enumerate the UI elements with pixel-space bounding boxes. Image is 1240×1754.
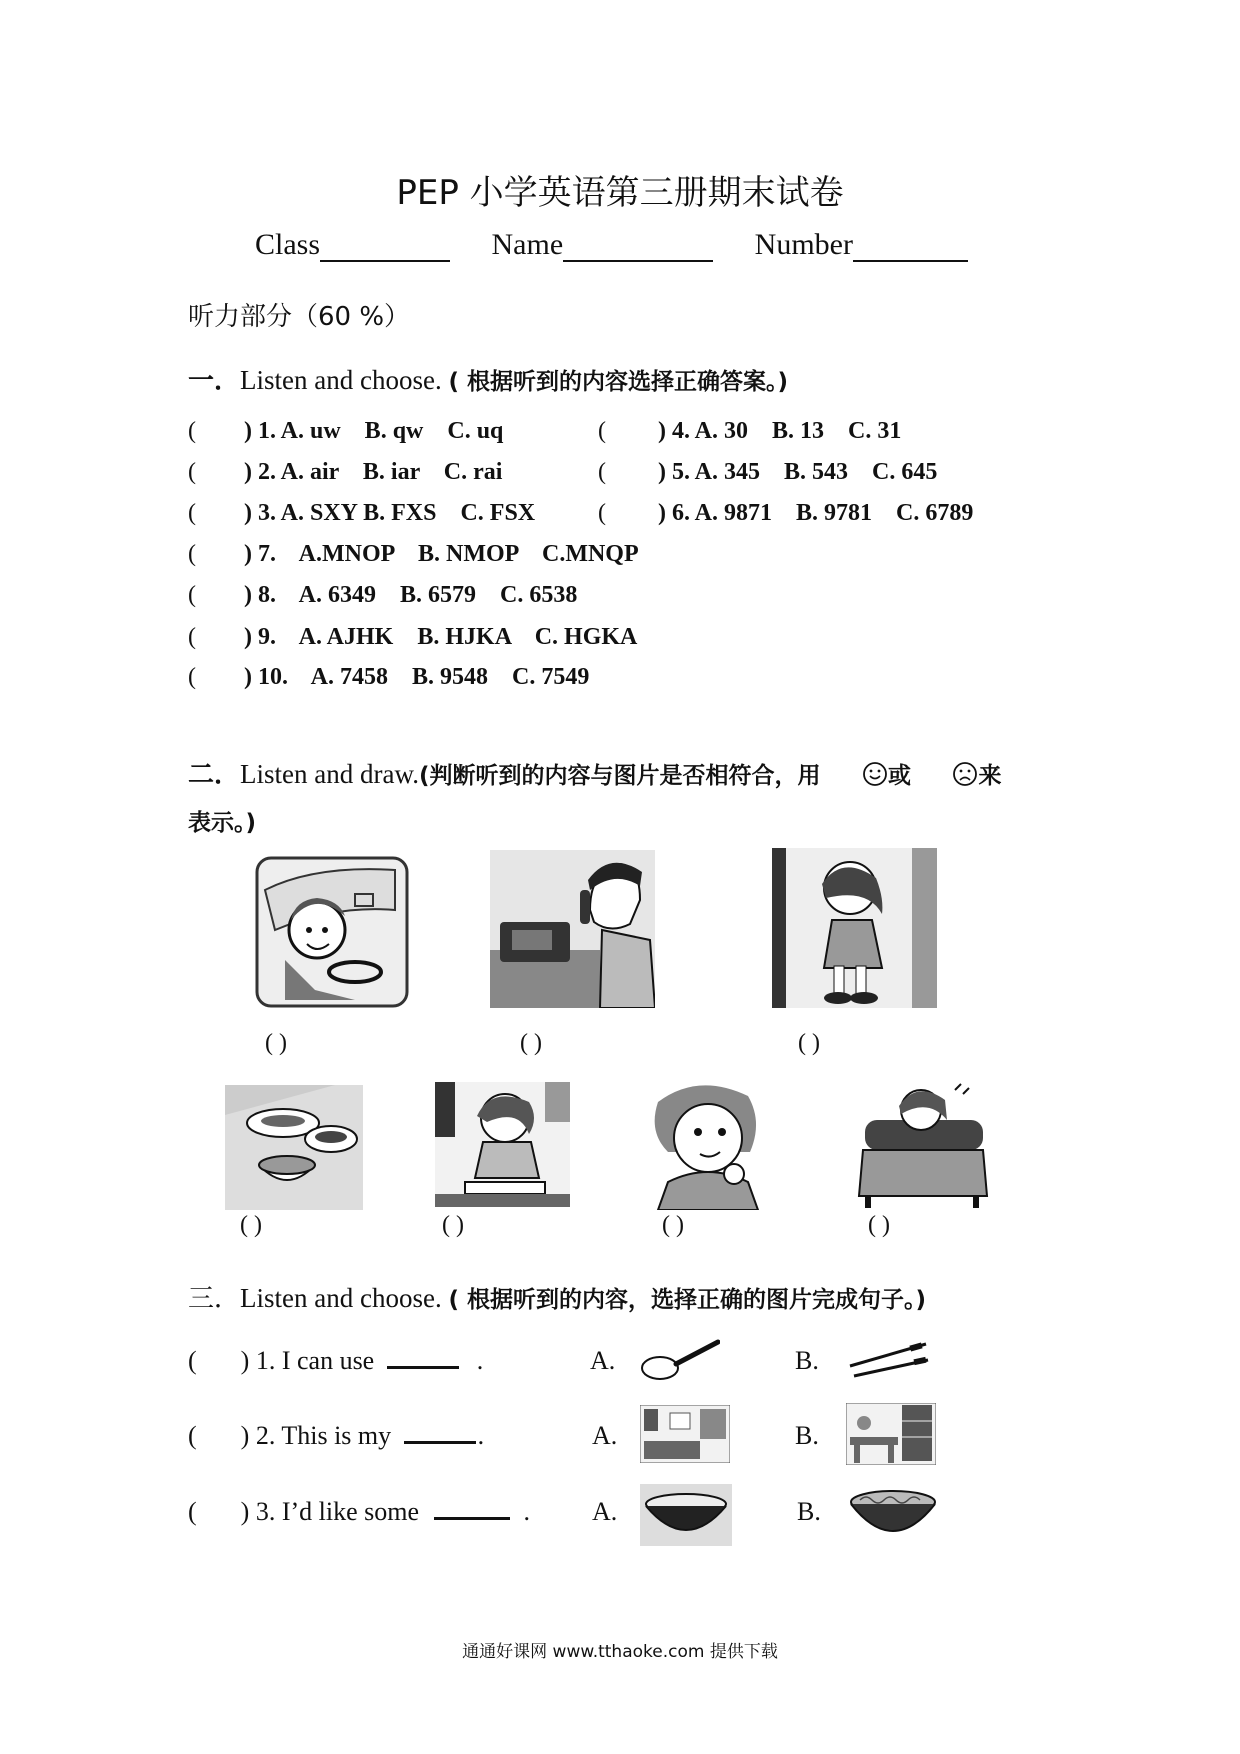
item-end: . bbox=[477, 1421, 485, 1450]
girl-in-bed-picture-icon bbox=[855, 1080, 990, 1210]
answer-blank[interactable] bbox=[387, 1366, 459, 1369]
item-text: ) 3. I’d like some bbox=[240, 1497, 420, 1526]
question-left: ) 8. A. 6349 B. 6579 C. 6538 bbox=[244, 582, 578, 608]
car-driver-picture-icon bbox=[255, 850, 410, 1010]
part3-title-en: Listen and choose. bbox=[240, 1283, 442, 1313]
option-a-label: A. bbox=[592, 1421, 618, 1450]
listening-header: 听力部分（60 %） bbox=[188, 302, 411, 332]
part1-title-cn: ( 根据听到的内容选择正确答案。) bbox=[448, 369, 788, 395]
thinking-girl-picture-icon bbox=[638, 1082, 773, 1210]
page-title: PEP 小学英语第三册期末试卷 bbox=[396, 173, 844, 213]
answer-paren-open[interactable]: ( bbox=[188, 1421, 197, 1450]
part3-title-cn: ( 根据听到的内容，选择正确的图片完成句子。) bbox=[448, 1287, 926, 1313]
part3-item-3 bbox=[188, 1497, 530, 1527]
question-left: ) 7. A.MNOP B. NMOP C.MNQP bbox=[244, 541, 639, 567]
rice-bowl-icon bbox=[640, 1484, 732, 1546]
option-b-label: B. bbox=[795, 1421, 819, 1450]
smiley-face-icon bbox=[862, 761, 888, 787]
class-blank[interactable] bbox=[320, 230, 450, 262]
noodle-bowl-icon bbox=[848, 1488, 938, 1544]
name-blank[interactable] bbox=[563, 230, 713, 262]
student-info-line bbox=[255, 228, 1002, 262]
part1-header bbox=[188, 360, 788, 397]
part1-number: 一． bbox=[188, 366, 241, 396]
option-a-label: A. bbox=[590, 1346, 616, 1375]
spoon-icon bbox=[640, 1338, 720, 1386]
question-left: ) 3. A. SXY B. FXS C. FSX bbox=[244, 500, 536, 526]
answer-paren-open[interactable]: ( bbox=[188, 500, 196, 526]
option-b-label: B. bbox=[795, 1346, 819, 1375]
part2-title-en: Listen and draw. bbox=[240, 759, 419, 789]
part2-title-cn-b: 或 bbox=[887, 763, 911, 789]
class-label: Class bbox=[255, 228, 321, 261]
answer-paren-open[interactable]: ( bbox=[598, 459, 606, 485]
question-left: ) 2. A. air B. iar C. rai bbox=[244, 459, 503, 485]
item-end: . bbox=[523, 1497, 531, 1526]
part3-number: 三． bbox=[188, 1284, 241, 1314]
part2-title-cn-a: (判断听到的内容与图片是否相符合，用 bbox=[418, 763, 821, 789]
answer-paren-4[interactable]: ( ) bbox=[240, 1212, 262, 1238]
sad-face-icon bbox=[952, 761, 978, 787]
part1-title-en: Listen and choose. bbox=[240, 365, 442, 395]
chopsticks-icon bbox=[848, 1340, 930, 1380]
answer-paren-7[interactable]: ( ) bbox=[868, 1212, 890, 1238]
answer-paren-open[interactable]: ( bbox=[188, 582, 196, 608]
answer-paren-open[interactable]: ( bbox=[188, 624, 196, 650]
question-right: ) 5. A. 345 B. 543 C. 645 bbox=[658, 459, 938, 485]
answer-paren-2[interactable]: ( ) bbox=[520, 1030, 542, 1056]
answer-paren-open[interactable]: ( bbox=[188, 1497, 197, 1526]
option-b-label: B. bbox=[797, 1497, 821, 1526]
bedroom-icon bbox=[640, 1405, 730, 1463]
answer-paren-5[interactable]: ( ) bbox=[442, 1212, 464, 1238]
item-text: ) 2. This is my bbox=[240, 1421, 392, 1450]
footer-source: 通通好课网 www.tthaoke.com 提供下载 bbox=[462, 1642, 778, 1662]
answer-paren-open[interactable]: ( bbox=[598, 500, 606, 526]
answer-paren-1[interactable]: ( ) bbox=[265, 1030, 287, 1056]
question-right: ) 6. A. 9871 B. 9781 C. 6789 bbox=[658, 500, 974, 526]
item-text: ) 1. I can use bbox=[240, 1346, 375, 1375]
part3-item-2 bbox=[188, 1421, 484, 1451]
answer-paren-6[interactable]: ( ) bbox=[662, 1212, 684, 1238]
study-room-icon bbox=[846, 1403, 936, 1465]
part3-item-1 bbox=[188, 1346, 483, 1376]
question-left: ) 10. A. 7458 B. 9548 C. 7549 bbox=[244, 664, 590, 690]
answer-paren-open[interactable]: ( bbox=[598, 418, 606, 444]
cooking-girl-picture-icon bbox=[435, 1082, 570, 1207]
answer-blank[interactable] bbox=[434, 1517, 510, 1520]
answer-blank[interactable] bbox=[404, 1441, 476, 1444]
question-right: ) 4. A. 30 B. 13 C. 31 bbox=[658, 418, 902, 444]
question-left: ) 9. A. AJHK B. HJKA C. HGKA bbox=[244, 624, 638, 650]
food-plates-picture-icon bbox=[225, 1085, 363, 1210]
option-a-label: A. bbox=[592, 1497, 618, 1526]
answer-paren-open[interactable]: ( bbox=[188, 664, 196, 690]
part2-header bbox=[188, 754, 1001, 791]
part2-number: 二． bbox=[188, 760, 241, 790]
answer-paren-3[interactable]: ( ) bbox=[798, 1030, 820, 1056]
answer-paren-open[interactable]: ( bbox=[188, 1346, 197, 1375]
question-left: ) 1. A. uw B. qw C. uq bbox=[244, 418, 504, 444]
answer-paren-open[interactable]: ( bbox=[188, 418, 196, 444]
answer-paren-open[interactable]: ( bbox=[188, 459, 196, 485]
answer-paren-open[interactable]: ( bbox=[188, 541, 196, 567]
number-blank[interactable] bbox=[853, 230, 968, 262]
part2-title-cn-c: 来 bbox=[978, 763, 1002, 789]
name-label: Name bbox=[491, 228, 564, 261]
girl-at-door-picture-icon bbox=[772, 848, 937, 1008]
part3-header bbox=[188, 1278, 926, 1315]
number-label: Number bbox=[754, 228, 853, 261]
phone-call-picture-icon bbox=[490, 850, 655, 1008]
item-end: . bbox=[476, 1346, 484, 1375]
part2-title-cn-cont: 表示。) bbox=[188, 810, 257, 836]
